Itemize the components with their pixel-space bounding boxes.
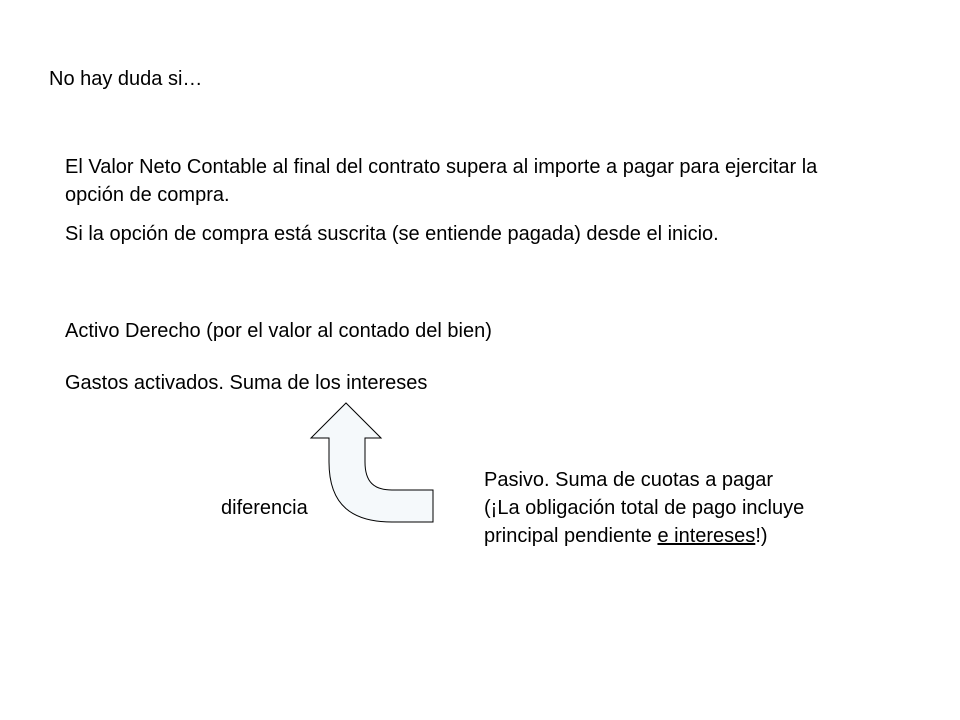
pasivo-line-3-start: principal pendiente	[484, 525, 658, 547]
heading: No hay duda si…	[49, 68, 203, 90]
pasivo-line-1: Pasivo. Suma de cuotas a pagar	[484, 469, 774, 491]
suscrita-paragraph: Si la opción de compra está suscrita (se entiende pagada) desde el inicio.	[65, 223, 719, 245]
pasivo-block	[484, 466, 804, 550]
gastos-activados-label: Gastos activados. Suma de los intereses	[65, 372, 428, 394]
curved-arrow-shape	[311, 403, 433, 522]
diferencia-label: diferencia	[221, 497, 308, 519]
pasivo-line-3-end: !)	[755, 525, 768, 547]
pasivo-line-3	[484, 522, 804, 550]
pasivo-line-2: (¡La obligación total de pago incluye	[484, 497, 805, 519]
activo-derecho-label: Activo Derecho (por el valor al contado del bien)	[65, 320, 492, 342]
vnc-paragraph: El Valor Neto Contable al final del contrato supera al importe a pagar para ejercitar la opción de compra.	[65, 156, 818, 206]
pasivo-underlined-intereses: e intereses	[657, 525, 756, 547]
